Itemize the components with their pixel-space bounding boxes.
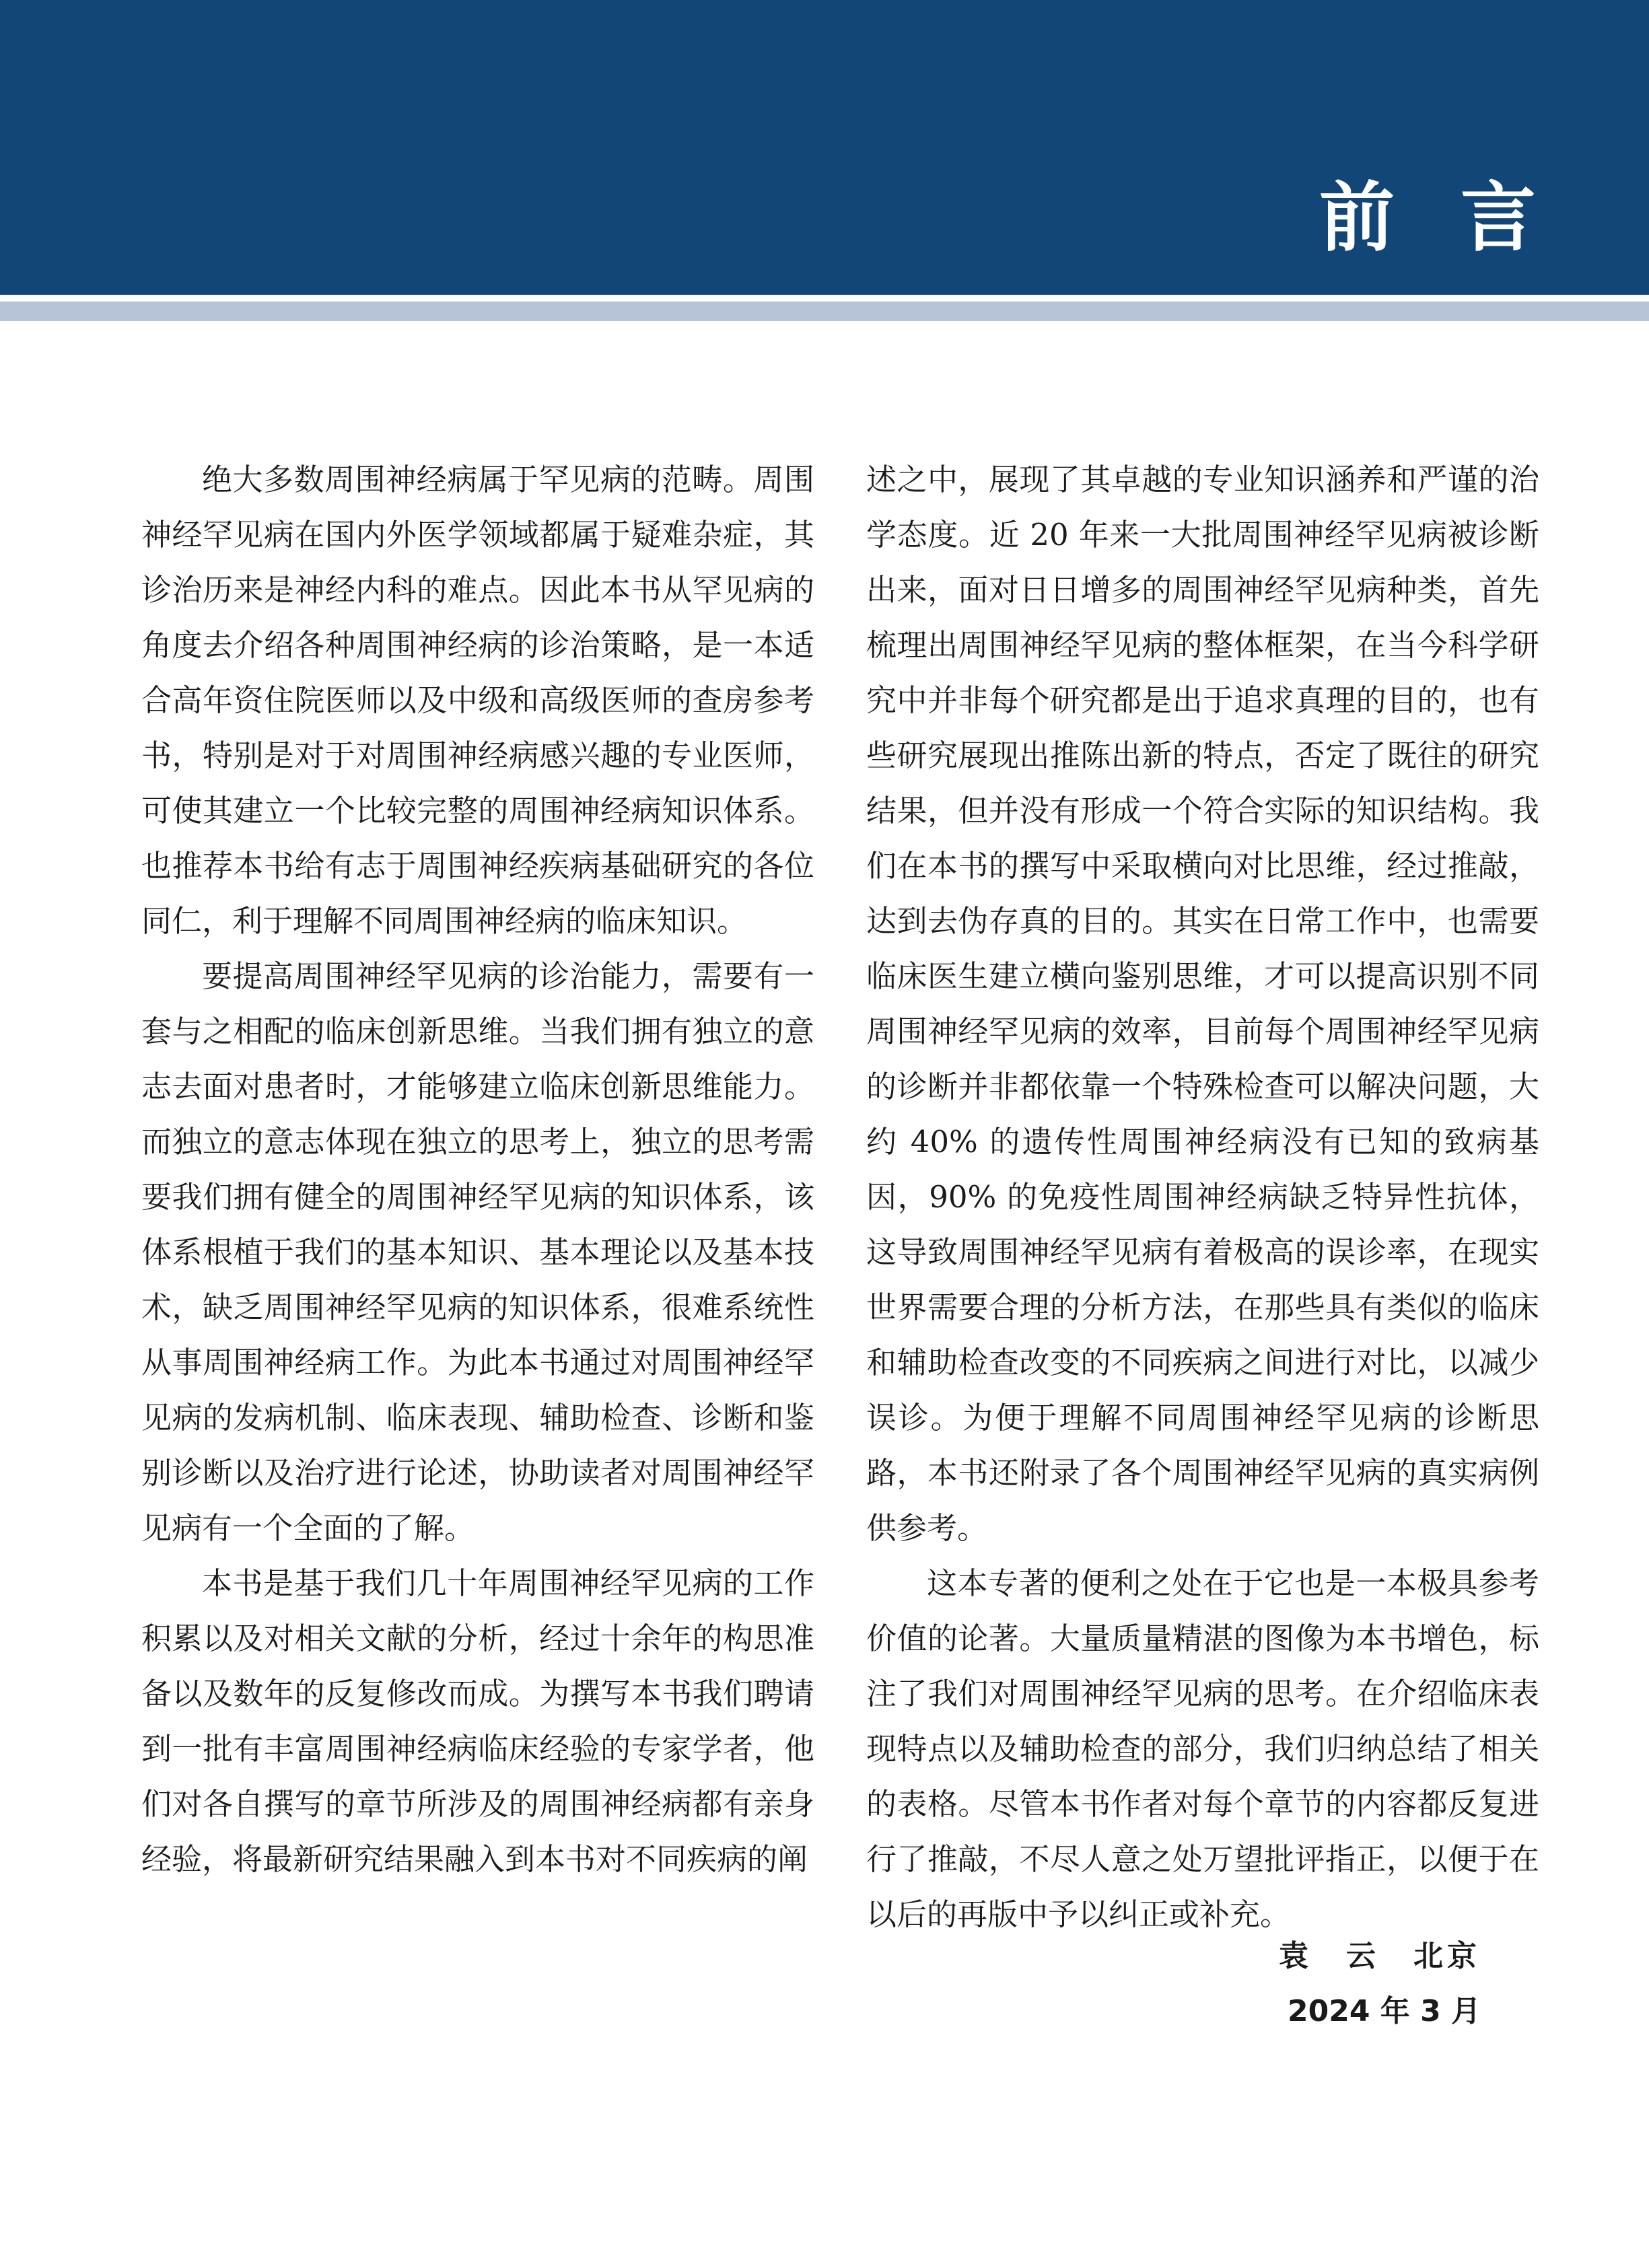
page-title: 前言 — [1319, 174, 1602, 262]
body-paragraph-3: 本书是基于我们几十年周围神经罕见病的工作积累以及对相关文献的分析，经过十余年的构思准备以及数年的反复修改而成。为撰写本书我们聘请到一批有丰富周围神经病临床经验的专家学者，他们对各自撰写的章节所涉及的周围神经病都有亲身经验，将最新研究结果融入到本书对不同疾病的阐 — [141, 1565, 814, 1877]
author-signature: 袁 云 北京 — [1279, 1939, 1481, 1973]
left-text-column — [141, 452, 814, 1887]
right-text-column — [866, 452, 1539, 1942]
header-divider-stripe — [0, 302, 1649, 321]
body-paragraph-3-continued: 述之中，展现了其卓越的专业知识涵养和严谨的治学态度。近 20 年来一大批周围神经罕见病被诊断出来，面对日日增多的周围神经罕见病种类，首先梳理出周围神经罕见病的整体框架，在当今科学研究中并非每个研究都是出于追求真理的目的，也有些研究展现出推陈出新的特点，否定了既往的研究结果，但并没有形成一个符合实际的知识结构。我们在本书的撰写中采取横向对比思维，经过推敲，达到去伪存真的目的。其实在日常工作中，也需要临床医生建立横向鉴别思维，才可以提高识别不同周围神经罕见病的效率，目前每个周围神经罕见病的诊断并非都依靠一个特殊检查可以解决问题，大约 40% 的遗传性周围神经病没有已知的致病基因，90% 的免疫性周围神经病缺乏特异性抗体，这导致周围神经罕见病有着极高的误诊率，在现实世界需要合理的分析方法，在那些具有类似的临床和辅助检查改变的不同疾病之间进行对比，以减少误诊。为便于理解不同周围神经罕见病的诊断思路，本书还附录了各个周围神经罕见病的真实病例供参考。 — [866, 462, 1539, 1546]
body-paragraph-1: 绝大多数周围神经病属于罕见病的范畴。周围神经罕见病在国内外医学领域都属于疑难杂症，其诊治历来是神经内科的难点。因此本书从罕见病的角度去介绍各种周围神经病的诊治策略，是一本适合高年资住院医师以及中级和高级医师的查房参考书，特别是对于对周围神经病感兴趣的专业医师，可使其建立一个比较完整的周围神经病知识体系。也推荐本书给有志于周围神经疾病基础研究的各位同仁，利于理解不同周围神经病的临床知识。 — [141, 462, 814, 939]
body-paragraph-4: 这本专著的便利之处在于它也是一本极具参考价值的论著。大量质量精湛的图像为本书增色，标注了我们对周围神经罕见病的思考。在介绍临床表现特点以及辅助检查的部分，我们归纳总结了相关的表格。尽管本书作者对每个章节的内容都反复进行了推敲，不尽人意之处万望批评指正，以便于在以后的再版中予以纠正或补充。 — [866, 1565, 1539, 1932]
signature-date: 2024 年 3 月 — [1287, 1994, 1481, 2028]
body-paragraph-2: 要提高周围神经罕见病的诊治能力，需要有一套与之相配的临床创新思维。当我们拥有独立的意志去面对患者时，才能够建立临床创新思维能力。而独立的意志体现在独立的思考上，独立的思考需要我们拥有健全的周围神经罕见病的知识体系，该体系根植于我们的基本知识、基本理论以及基本技术，缺乏周围神经罕见病的知识体系，很难系统性从事周围神经病工作。为此本书通过对周围神经罕见病的发病机制、临床表现、辅助检查、诊断和鉴别诊断以及治疗进行论述，协助读者对周围神经罕见病有一个全面的了解。 — [141, 958, 814, 1546]
